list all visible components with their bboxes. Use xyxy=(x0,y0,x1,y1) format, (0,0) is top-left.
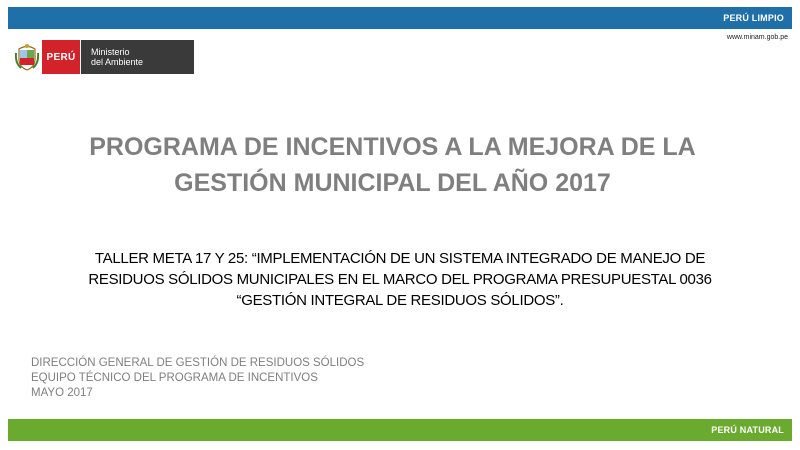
ministry-name xyxy=(80,40,194,74)
subtitle-line2: RESIDUOS SÓLIDOS MUNICIPALES EN EL MARCO DEL PROGRAMA PRESUPUESTAL 0036 xyxy=(88,271,712,288)
main-title-line1: PROGRAMA DE INCENTIVOS A LA MEJORA DE LA xyxy=(89,133,696,161)
bottom-banner-label: PERÚ NATURAL xyxy=(711,425,784,435)
country-label: PERÚ xyxy=(42,40,80,74)
coat-of-arms-icon xyxy=(12,40,42,74)
ministry-name-line2: del Ambiente xyxy=(91,57,144,67)
credits-directorate: DIRECCIÓN GENERAL DE GESTIÓN DE RESIDUOS SÓLIDOS xyxy=(31,357,365,369)
subtitle-line3: “GESTIÓN INTEGRAL DE RESIDUOS SÓLIDOS”. xyxy=(236,292,564,309)
credits-date: MAYO 2017 xyxy=(31,387,93,399)
workshop-subtitle xyxy=(30,248,770,311)
ministry-name-line1: Ministerio xyxy=(91,47,130,57)
top-banner-label: PERÚ LIMPIO xyxy=(723,13,784,23)
bottom-banner xyxy=(8,419,792,441)
ministry-logo xyxy=(12,40,194,74)
main-title xyxy=(20,129,765,201)
top-banner xyxy=(8,7,792,29)
credits-team: EQUIPO TÉCNICO DEL PROGRAMA DE INCENTIVOS xyxy=(31,372,318,384)
credits-block xyxy=(31,356,364,401)
subtitle-line1: TALLER META 17 Y 25: “IMPLEMENTACIÓN DE UN SISTEMA INTEGRADO DE MANEJO DE xyxy=(94,250,706,267)
main-title-line2: GESTIÓN MUNICIPAL DEL AÑO 2017 xyxy=(174,169,611,197)
website-url: www.minam.gob.pe xyxy=(726,34,788,41)
